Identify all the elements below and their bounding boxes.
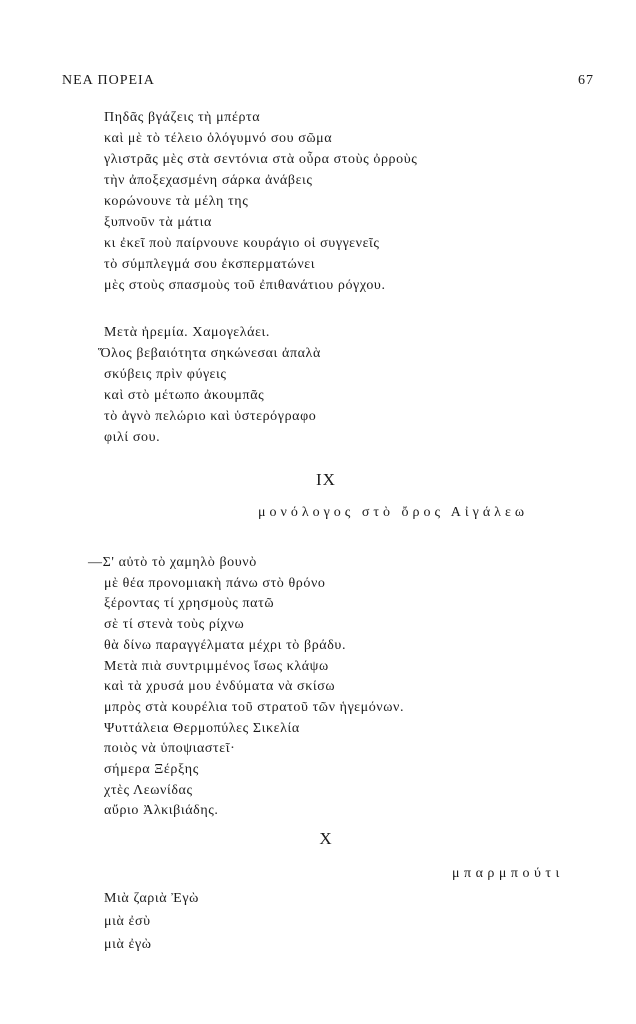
poem-line: αὔριο Ἀλκιβιάδης. [104, 803, 219, 819]
poem-line: καὶ μὲ τὸ τέλειο ὁλόγυμνό σου σῶμα [104, 131, 333, 146]
poem-line: —Σ' αὐτὸ τὸ χαμηλὸ βουνὸ [88, 555, 257, 570]
poem-line: ποιὸς νὰ ὑποψιαστεῖ· [104, 741, 236, 757]
section-ix-subtitle: μονόλογος στὸ ὄρος Αἰγάλεω [258, 505, 529, 520]
poem-line: τὸ ἁγνὸ πελώριο καὶ ὑστερόγραφο [104, 409, 317, 424]
poem-line: τὴν ἀποξεχασμένη σάρκα ἀνάβεις [104, 173, 313, 188]
poem-line: Μετὰ ἠρεμία. Χαμογελάει. [104, 325, 271, 340]
poem-line: φιλί σου. [104, 430, 161, 445]
section-x-poem [104, 887, 199, 956]
poem-line: κι ἐκεῖ ποὺ παίρνουνε κουράγιο οἱ συγγενεῖς [104, 236, 380, 251]
section-x-subtitle: μπαρμπούτι [452, 866, 564, 881]
poem-line: μιὰ ἐσὺ [104, 914, 151, 929]
poem-line: Ψυττάλεια Θερμοπύλες Σικελία [104, 720, 300, 736]
running-title: ΝΕΑ ΠΟΡΕΙΑ [62, 73, 155, 88]
poem-line: χτὲς Λεωνίδας [104, 782, 193, 798]
poem-line: καὶ τὰ χρυσά μου ἐνδύματα νὰ σκίσω [104, 679, 336, 695]
poem-line: μὲς στοὺς σπασμοὺς τοῦ ἐπιθανάτιου ρόγχου. [104, 278, 386, 293]
poem-line: σκύβεις πρὶν φύγεις [104, 367, 227, 382]
poem-line: Πηδᾶς βγάζεις τὴ μπέρτα [104, 110, 261, 125]
section-ix-poem [88, 553, 405, 822]
poem-line: μπρὸς στὰ κουρέλια τοῦ στρατοῦ τῶν ἡγεμόνων. [104, 699, 405, 715]
section-number-x: X [319, 829, 333, 848]
poem-line: Μετὰ πιὰ συντριμμένος ἴσως κλάψω [104, 658, 329, 674]
poem-line: ξέροντας τί χρησμοὺς πατῶ [104, 596, 275, 612]
poem-line: θὰ δίνω παραγγέλματα μέχρι τὸ βράδυ. [104, 637, 347, 653]
poem-line: κορώνουνε τὰ μέλη της [104, 194, 249, 209]
poem-line: Μιὰ ζαριὰ Ἐγὼ [104, 891, 199, 906]
stanza-2 [98, 322, 321, 448]
poem-line: σήμερα Ξέρξης [104, 762, 199, 778]
stanza-1 [104, 107, 417, 296]
poem-line: καὶ στὸ μέτωπο ἀκουμπᾶς [104, 388, 265, 403]
poem-line: σὲ τί στενὰ τοὺς ρίχνω [104, 617, 245, 633]
poem-line: μὲ θέα προνομιακὴ πάνω στὸ θρόνο [104, 575, 326, 591]
poem-line: γλιστρᾶς μὲς στὰ σεντόνια στὰ οὖρα στοὺς ὀρροὺς [104, 152, 418, 167]
poem-line: ξυπνοῦν τὰ μάτια [104, 215, 212, 230]
poem-line: τὸ σύμπλεγμά σου ἐκσπερματώνει [104, 257, 316, 272]
poem-line: Ὅλος βεβαιότητα σηκώνεσαι ἀπαλὰ [98, 346, 321, 361]
running-head [62, 73, 594, 93]
section-number-ix: IX [316, 470, 336, 489]
poem-line: μιὰ ἐγὼ [104, 937, 152, 952]
page-number: 67 [578, 73, 594, 88]
